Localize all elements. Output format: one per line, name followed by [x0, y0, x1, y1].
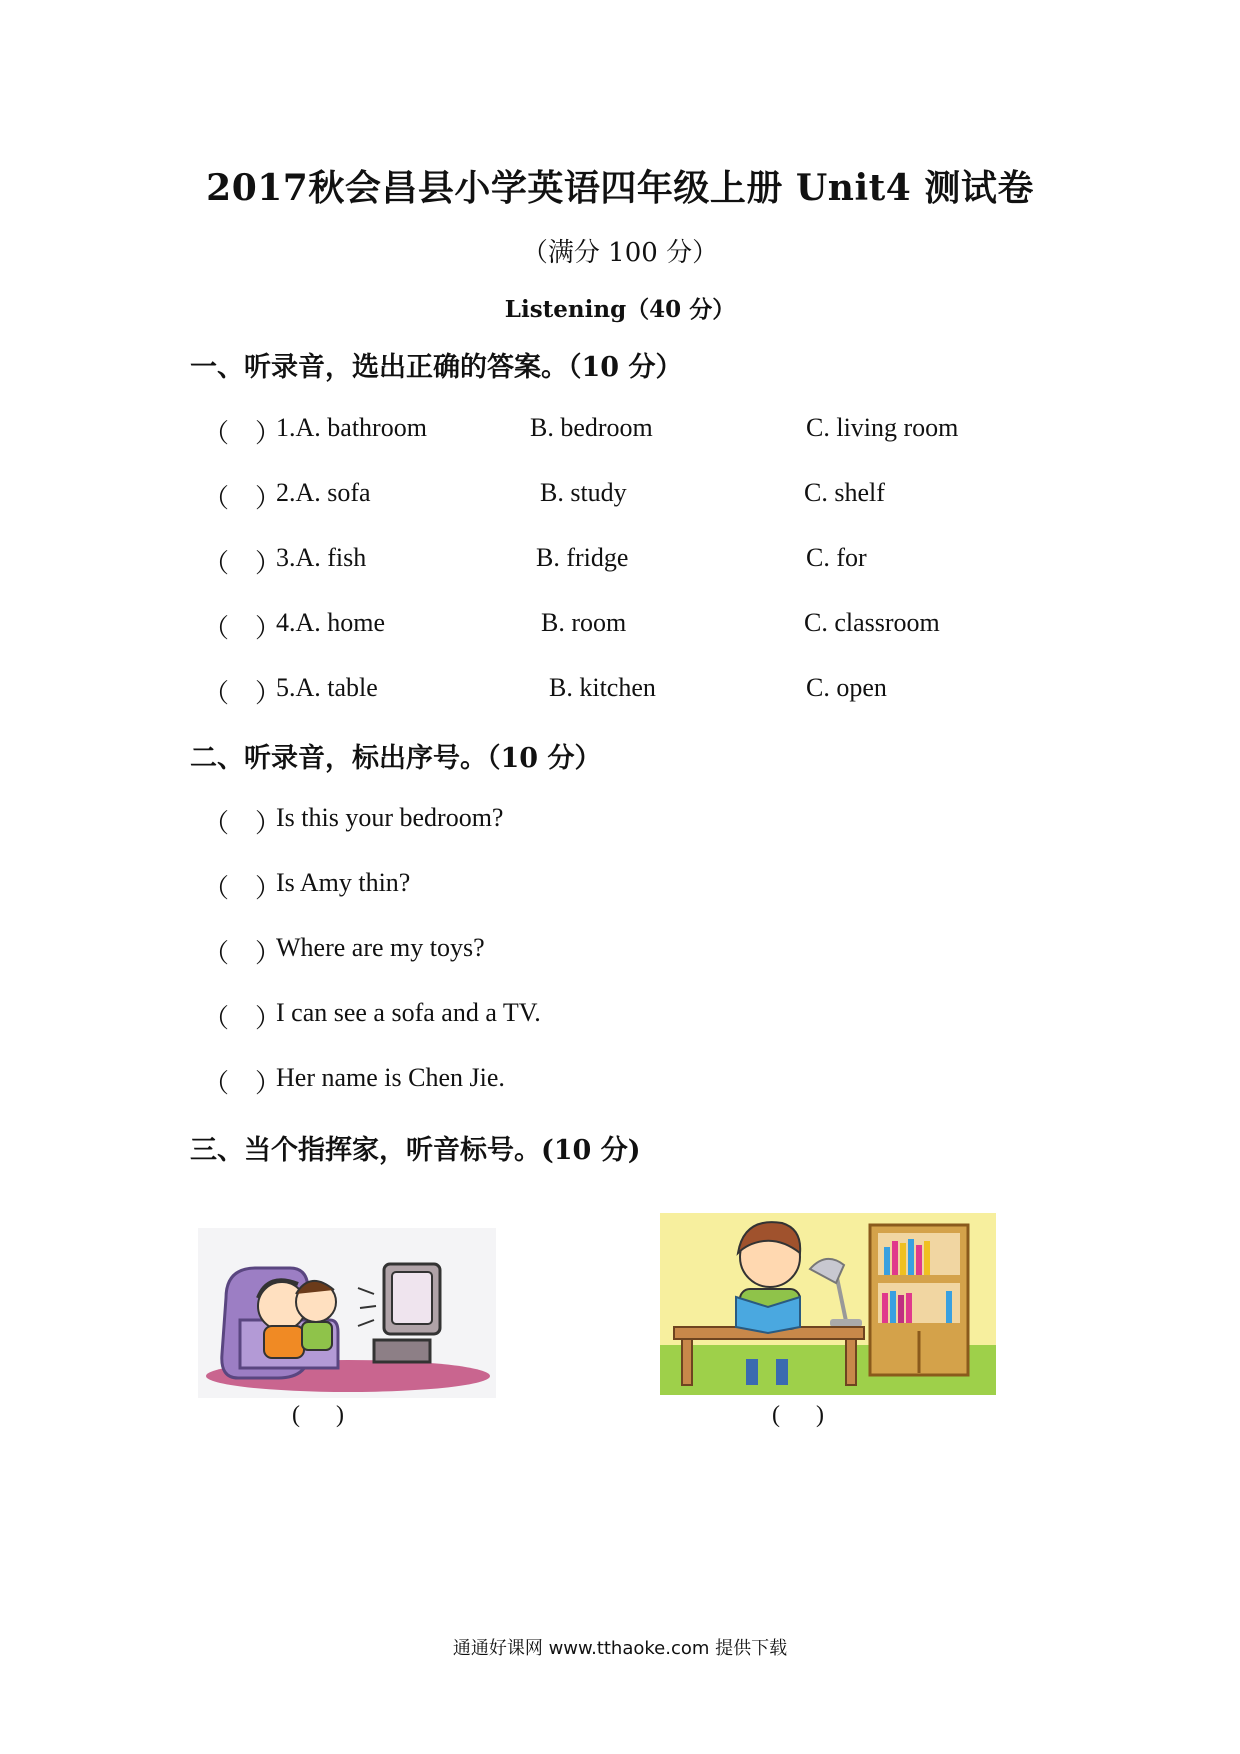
- sentence-text: Her name is Chen Jie.: [276, 1063, 505, 1092]
- question-row-2: [0, 478, 1240, 512]
- sentence-row-5: [0, 1063, 1240, 1097]
- page-footer: 通通好课网 www.tthaoke.com 提供下载: [452, 1638, 788, 1659]
- sentence-text: Is Amy thin?: [276, 868, 411, 897]
- option-a: 5.A. table: [276, 673, 378, 702]
- sentence-row-1: [0, 803, 1240, 837]
- answer-blank[interactable]: （ ）: [203, 419, 282, 448]
- section2-heading: 二、听录音，标出序号。（10 分）: [190, 743, 602, 774]
- option-a: 2.A. sofa: [276, 478, 371, 507]
- answer-blank[interactable]: （ ）: [203, 1069, 282, 1098]
- option-a: 1.A. bathroom: [276, 413, 427, 442]
- option-a: 3.A. fish: [276, 543, 367, 572]
- section1-heading: 一、听录音，选出正确的答案。（10 分）: [190, 352, 683, 383]
- option-b: B. fridge: [536, 543, 629, 572]
- option-b: B. study: [540, 478, 627, 507]
- option-c: C. living room: [806, 413, 959, 442]
- picture2-answer-blank[interactable]: ( ): [772, 1402, 824, 1428]
- full-score: （满分 100 分）: [521, 238, 719, 268]
- option-b: B. room: [541, 608, 627, 637]
- answer-blank[interactable]: （ ）: [203, 874, 282, 903]
- sentence-row-3: [0, 933, 1240, 967]
- answer-blank[interactable]: （ ）: [203, 614, 282, 643]
- option-c: C. for: [806, 543, 867, 572]
- page-title: 2017秋会昌县小学英语四年级上册 Unit4 测试卷: [206, 167, 1034, 209]
- question-row-3: [0, 543, 1240, 577]
- option-c: C. shelf: [804, 478, 885, 507]
- reading-book-picture: [660, 1213, 996, 1395]
- option-c: C. open: [806, 673, 887, 702]
- answer-blank[interactable]: （ ）: [203, 939, 282, 968]
- option-b: B. bedroom: [530, 413, 653, 442]
- answer-blank[interactable]: （ ）: [203, 1004, 282, 1033]
- question-row-1: [0, 413, 1240, 447]
- question-row-4: [0, 608, 1240, 642]
- watching-tv-picture: [198, 1228, 496, 1398]
- picture1-answer-blank[interactable]: ( ): [292, 1402, 344, 1428]
- listening-header: Listening（40 分）: [504, 296, 736, 323]
- sentence-text: I can see a sofa and a TV.: [276, 998, 541, 1027]
- sentence-text: Where are my toys?: [276, 933, 485, 962]
- answer-blank[interactable]: （ ）: [203, 484, 282, 513]
- option-b: B. kitchen: [549, 673, 656, 702]
- sentence-row-2: [0, 868, 1240, 902]
- option-a: 4.A. home: [276, 608, 386, 637]
- option-c: C. classroom: [804, 608, 940, 637]
- section3-heading: 三、当个指挥家，听音标号。(10 分): [190, 1135, 641, 1166]
- question-row-5: [0, 673, 1240, 707]
- sentence-text: Is this your bedroom?: [276, 803, 504, 832]
- answer-blank[interactable]: （ ）: [203, 679, 282, 708]
- sentence-row-4: [0, 998, 1240, 1032]
- answer-blank[interactable]: （ ）: [203, 549, 282, 578]
- answer-blank[interactable]: （ ）: [203, 809, 282, 838]
